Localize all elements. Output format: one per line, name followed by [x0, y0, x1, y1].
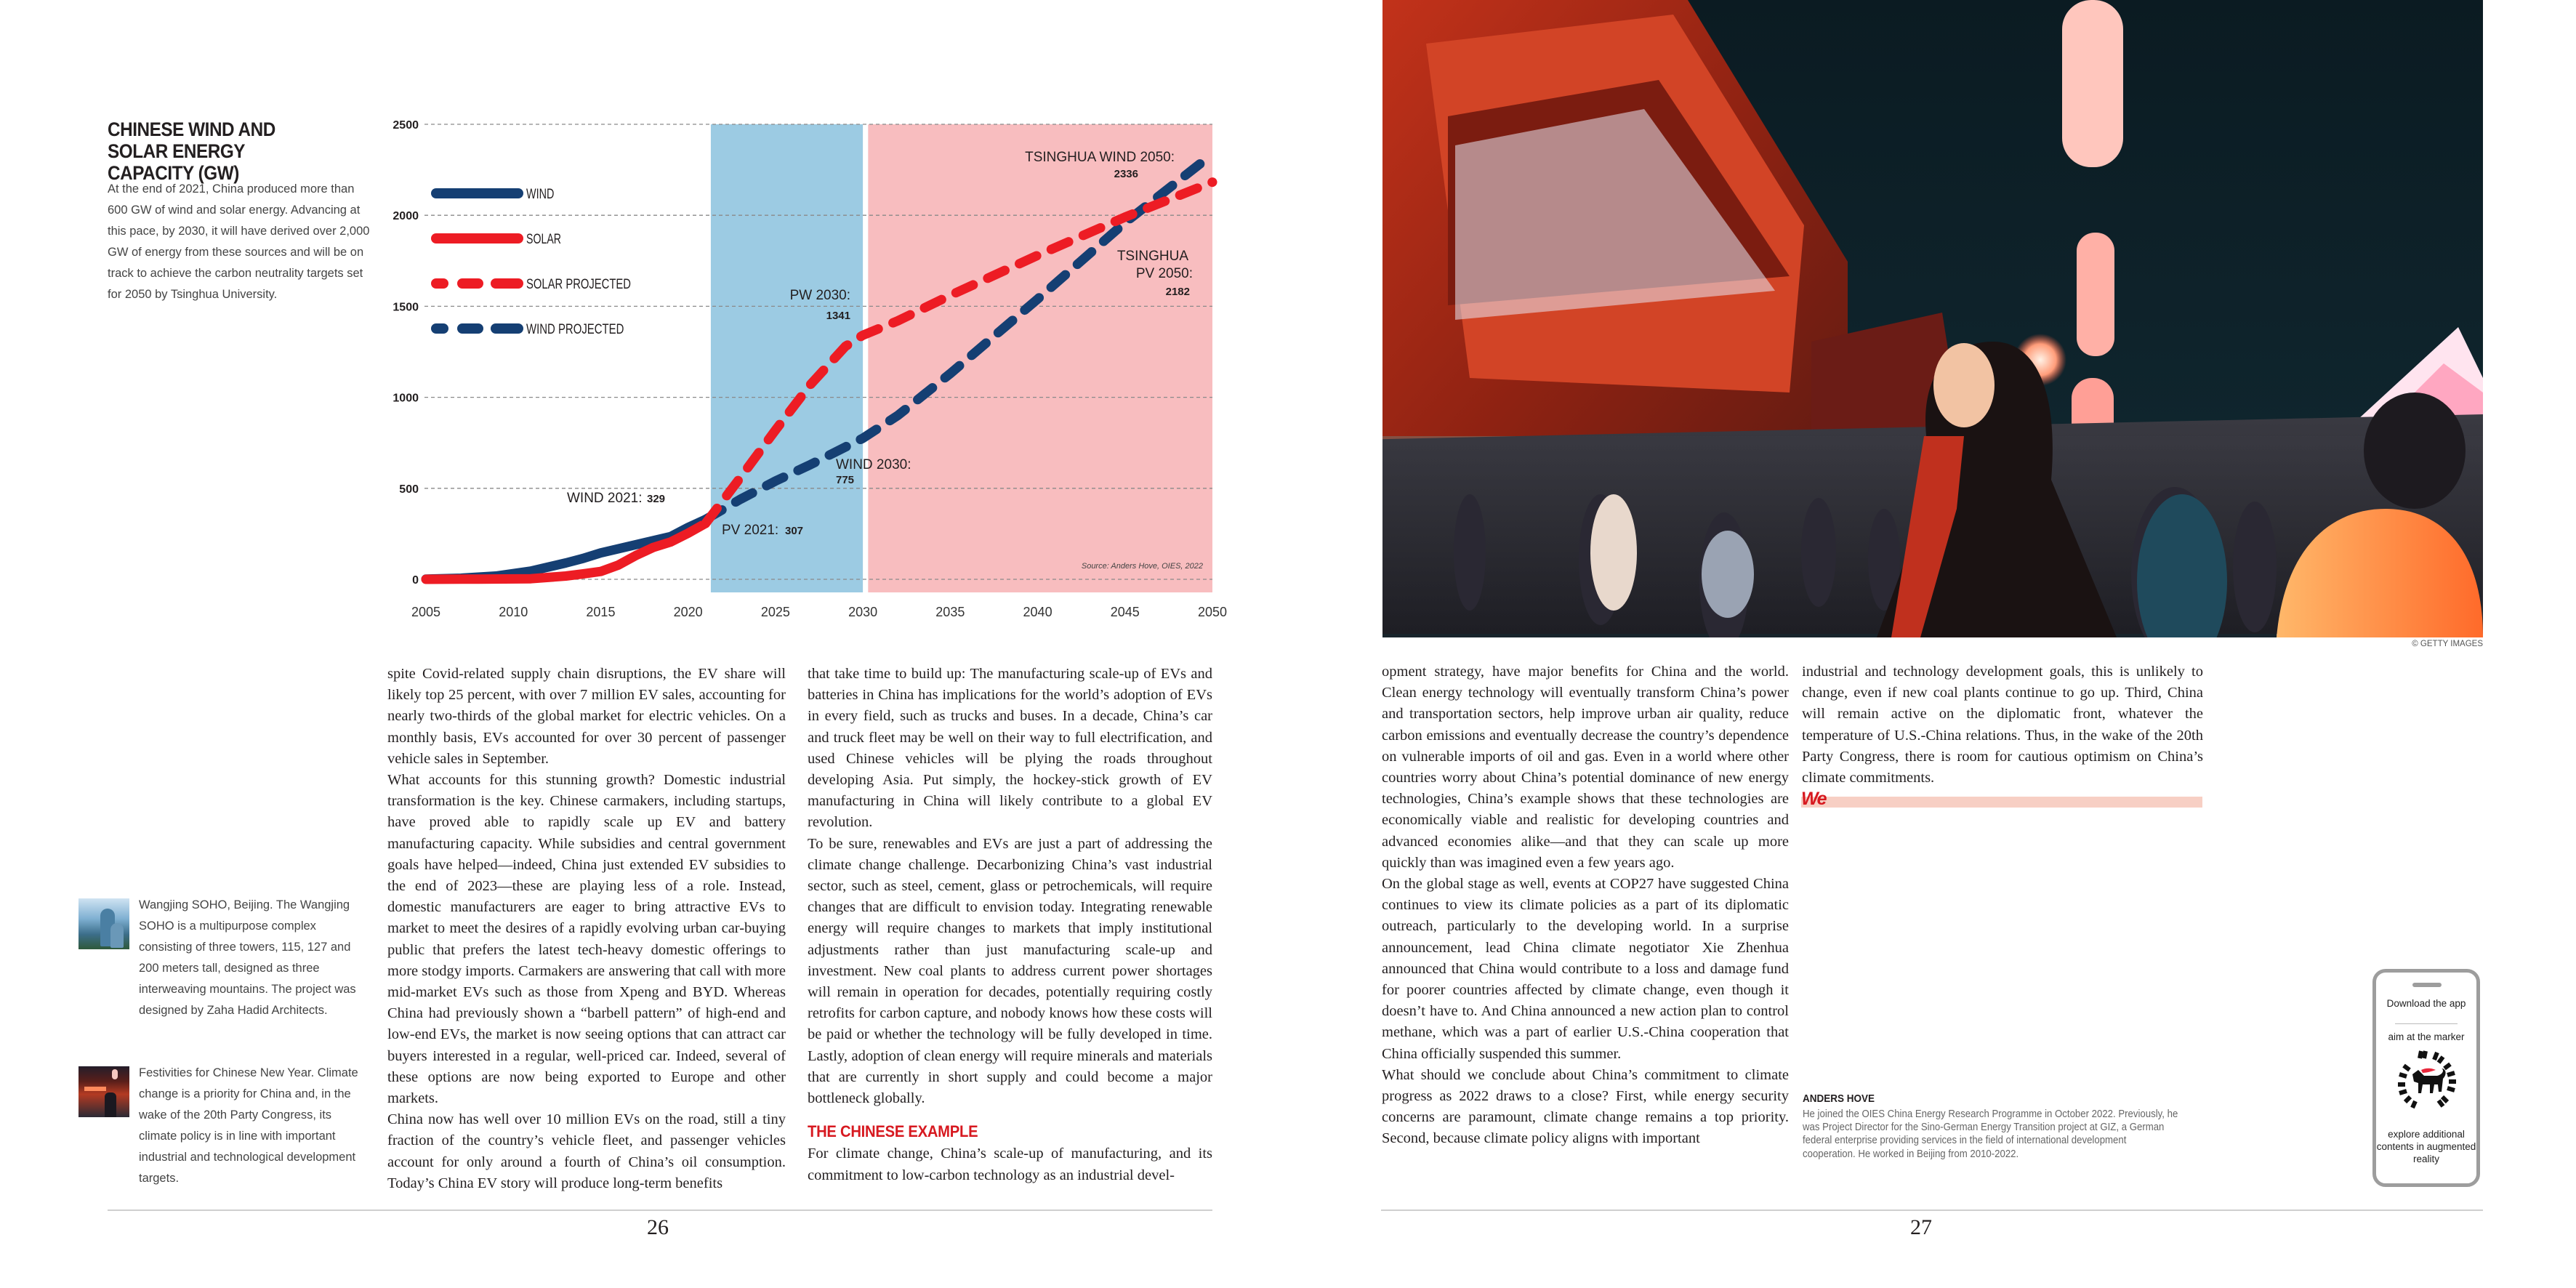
legend-label: SOLAR — [526, 232, 561, 247]
series-line-solar — [426, 523, 706, 579]
paragraph: On the global stage as well, events at COP27 have suggested China continues to view its climate policies as a part of its diplomatic outreach, particularly to the developing world. In a surprise announcement, lead China climate negotiator Xie Zhenhua announced that China would contribute to a loss and damage fund for poorer countries affected by climate change, even though it doesn’t have to. And China announced a new action plan to control methane, which was a part of earlier U.S.-China cooperation that China officially suspended this summer. — [1382, 876, 1789, 1062]
annotation-label: PW 2030: — [789, 288, 850, 303]
paragraph: What accounts for this stunning growth? Domestic industrial transformation is the key. Chinese carmakers, including startups, have proved able to rapidly scale up EV and battery manufacturing capacity. While subsidies and central government goals have helped—indeed, China just extended EV subsidies to the end of 2023—these are playing less of a role. Instead, domestic manufacturers are eager to bring attractive EVs to market to meet the desires of a rapidly evolving urban car-buying public that prefers the latest tech-heavy domestic offerings to more stodgy imports. Carmakers are answering that call with more mid-market EVs such as those from Xpeng and BYD. Whereas China had previously shown a “barbell pattern” of high-end and low-end EVs, the market is now seeing options that can attract car buyers interested in a regular, well-priced car. Indeed, several of these options are now being exported to Europe and other markets. — [387, 772, 786, 1107]
x-tick-label: 2020 — [673, 605, 703, 619]
body-column-3 — [1382, 661, 1789, 1150]
x-tick-label: 2035 — [935, 605, 965, 619]
chart-title: CHINESE WIND AND SOLAR ENERGY CAPACITY (GW) — [108, 118, 275, 184]
we-logo: We — [1801, 789, 1827, 809]
body-column-4 — [1802, 661, 2203, 789]
annotation-value: 2336 — [1114, 168, 1138, 180]
paragraph: China now has well over 10 million EVs on the road, still a tiny fraction of the country’s vehicle fleet, and passenger vehicles account for only around a fourth of China’s oil consumption. Today’s China EV story will produce long-term benefits — [387, 1111, 786, 1191]
annotation-value: 307 — [785, 525, 804, 537]
y-tick-label: 2500 — [393, 119, 419, 132]
x-tick-label: 2050 — [1197, 605, 1228, 619]
footer-rule — [1381, 1209, 2483, 1211]
ar-aim-text: aim at the marker — [2388, 1031, 2465, 1042]
annotation-label: PV 2050: — [1135, 266, 1193, 281]
body-column-1 — [387, 664, 786, 1194]
annotation-label: TSINGHUA WIND 2050: — [1025, 150, 1175, 165]
six-legged-dog-logo-icon — [2392, 1048, 2460, 1116]
x-tick-label: 2040 — [1023, 605, 1052, 619]
paragraph: opment strategy, have major benefits for China and the world. Clean energy technology will eventually transform China’s power and transportation sectors, help improve urban air quality, reduce carbon emissions and eventually decrease the country’s dependence on vulnerable imports of oil and gas. Even in a world where other countries worry about China’s potential dominance of new energy technologies, China’s example shows that these technologies are economically viable and realistic for developing countries and advanced economies alike—and that they can scale up more quickly than was imagined even a few years ago. — [1382, 664, 1789, 871]
annotation-label: WIND 2030: — [836, 457, 911, 472]
wangjing-soho-thumbnail — [79, 898, 129, 949]
legend-label: WIND PROJECTED — [526, 322, 624, 337]
x-tick-label: 2030 — [848, 605, 878, 619]
x-tick-label: 2010 — [499, 605, 528, 619]
page-number-right: 27 — [1910, 1215, 1932, 1239]
y-tick-label: 1500 — [393, 301, 419, 314]
energy-capacity-chart — [0, 0, 1250, 640]
author-bio: He joined the OIES China Energy Research Programme in October 2022. Previously, he was Project Director for the Sino-German Energy Transition project at GIZ, a German federal enterprise providing services in the field of international development cooperation. He worked in Beijing from 2010-2022. — [1803, 1108, 2178, 1160]
annotation-label: PV 2021: — [722, 523, 779, 538]
footer-rule — [108, 1209, 1212, 1211]
series-line-wind — [426, 520, 706, 579]
chart-source: Source: Anders Hove, OIES, 2022 — [1081, 562, 1203, 571]
ar-explore-text: explore additional contents in augmented reality — [2376, 1129, 2476, 1164]
night-street-photo — [1382, 0, 2483, 637]
annotation-value: 2182 — [1165, 286, 1190, 298]
paragraph: To be sure, renewables and EVs are just a part of addressing the climate change challenge. Decarbonizing China’s vast industrial sector, such as steel, cement, glass or petrochemicals, will require changes that are difficult to envision today. Integrating renewable energy will require changes to markets that imply institutional adjustments rather than just manufacturing scale-up and investment. New coal plants to address current power shortages will remain in operation for decades, potentially requiring costly retrofits for carbon capture, and nobody knows how these costs will be paid or whether the technology will be fully developed in time. Lastly, adoption of clean energy will require minerals and materials that are currently in short supply and could become a major bottleneck globally. — [808, 835, 1212, 1107]
x-tick-label: 2015 — [586, 605, 616, 619]
photo-credit: © GETTY IMAGES — [2412, 640, 2483, 648]
paragraph: spite Covid-related supply chain disruptions, the EV share will likely top 25 percent, with over 7 million EV sales, accounting for nearly two-thirds of the global market for electric vehicles. On a monthly basis, EVs accounted for over 30 percent of passenger vehicle sales in September. — [387, 666, 786, 767]
annotation-label: TSINGHUA — [1116, 249, 1188, 264]
x-tick-label: 2045 — [1110, 605, 1140, 619]
ar-download-text: Download the app — [2386, 998, 2466, 1009]
annotation-value: 1341 — [826, 310, 850, 322]
festivities-thumbnail — [79, 1066, 129, 1117]
legend-label: WIND — [526, 187, 555, 202]
paragraph: For climate change, China’s scale-up of manufacturing, and its commitment to low-carbon technology as an industrial devel- — [808, 1146, 1212, 1183]
photo-illustration — [1382, 0, 2483, 637]
paragraph: What should we conclude about China’s commitment to climate progress as 2022 draws to a close? First, while energy security concerns are paramount, climate change remains a top priority. Second, because climate policy aligns with important — [1382, 1066, 1789, 1147]
caption-wangjing-soho: Wangjing SOHO, Beijing. The Wangjing SOHO is a multipurpose complex consisting of three towers, 115, 127 and 200 meters tall, designed as three interweaving mountains. The project was designed by Zaha Hadid Architects. — [139, 898, 356, 1017]
body-column-2 — [808, 664, 1212, 1186]
annotation-value: 775 — [836, 474, 855, 486]
chart-description: At the end of 2021, China produced more than 600 GW of wind and solar energy. Advancing at this pace, by 2030, it will have derived over 2,000 GW of energy from these sources and will be on track to achieve the carbon neutrality targets set for 2050 by Tsinghua University. — [108, 182, 370, 301]
y-tick-label: 2000 — [393, 210, 419, 223]
annotation-value: 329 — [647, 493, 666, 505]
author-name: ANDERS HOVE — [1803, 1092, 1875, 1105]
paragraph: industrial and technology development goals, this is unlikely to change, even if new coal plants continue to go up. Third, China will remain active on the diplomatic front, whatever the temperature of U.S.-China relations. Thus, in the wake of the 20th Party Congress, there is room for cautious optimism on China’s climate commitments. — [1802, 664, 2203, 786]
page-number-left: 26 — [647, 1215, 669, 1239]
y-tick-label: 0 — [412, 574, 419, 587]
paragraph: that take time to build up: The manufacturing scale-up of EVs and batteries in China has implications for the world’s adoption of EVs in every field, such as trucks and buses. In a decade, China’s car and truck fleet may be well on their way to full electrification, and used Chinese vehicles will be plying the roads throughout developing Asia. Put simply, the hockey-stick growth of EV manufacturing in China will likely contribute to a global EV revolution. — [808, 666, 1212, 831]
x-tick-label: 2005 — [411, 605, 441, 619]
annotation-label: WIND 2021: — [567, 491, 643, 506]
caption-festivities: Festivities for Chinese New Year. Climate change is a priority for China and, in the wake of the 20th Party Congress, its climate policy is in line with important industrial and technological development targets. — [139, 1066, 358, 1185]
y-tick-label: 500 — [399, 483, 419, 496]
x-tick-label: 2025 — [760, 605, 790, 619]
ar-app-widget[interactable] — [2372, 969, 2480, 1187]
end-of-article-strip — [1801, 797, 2202, 808]
section-heading: THE CHINESE EXAMPLE — [808, 1122, 978, 1141]
y-tick-label: 1000 — [393, 392, 419, 405]
legend-label: SOLAR PROJECTED — [526, 277, 631, 292]
phone-speaker-icon — [2412, 983, 2442, 987]
ar-divider — [2395, 1023, 2458, 1024]
